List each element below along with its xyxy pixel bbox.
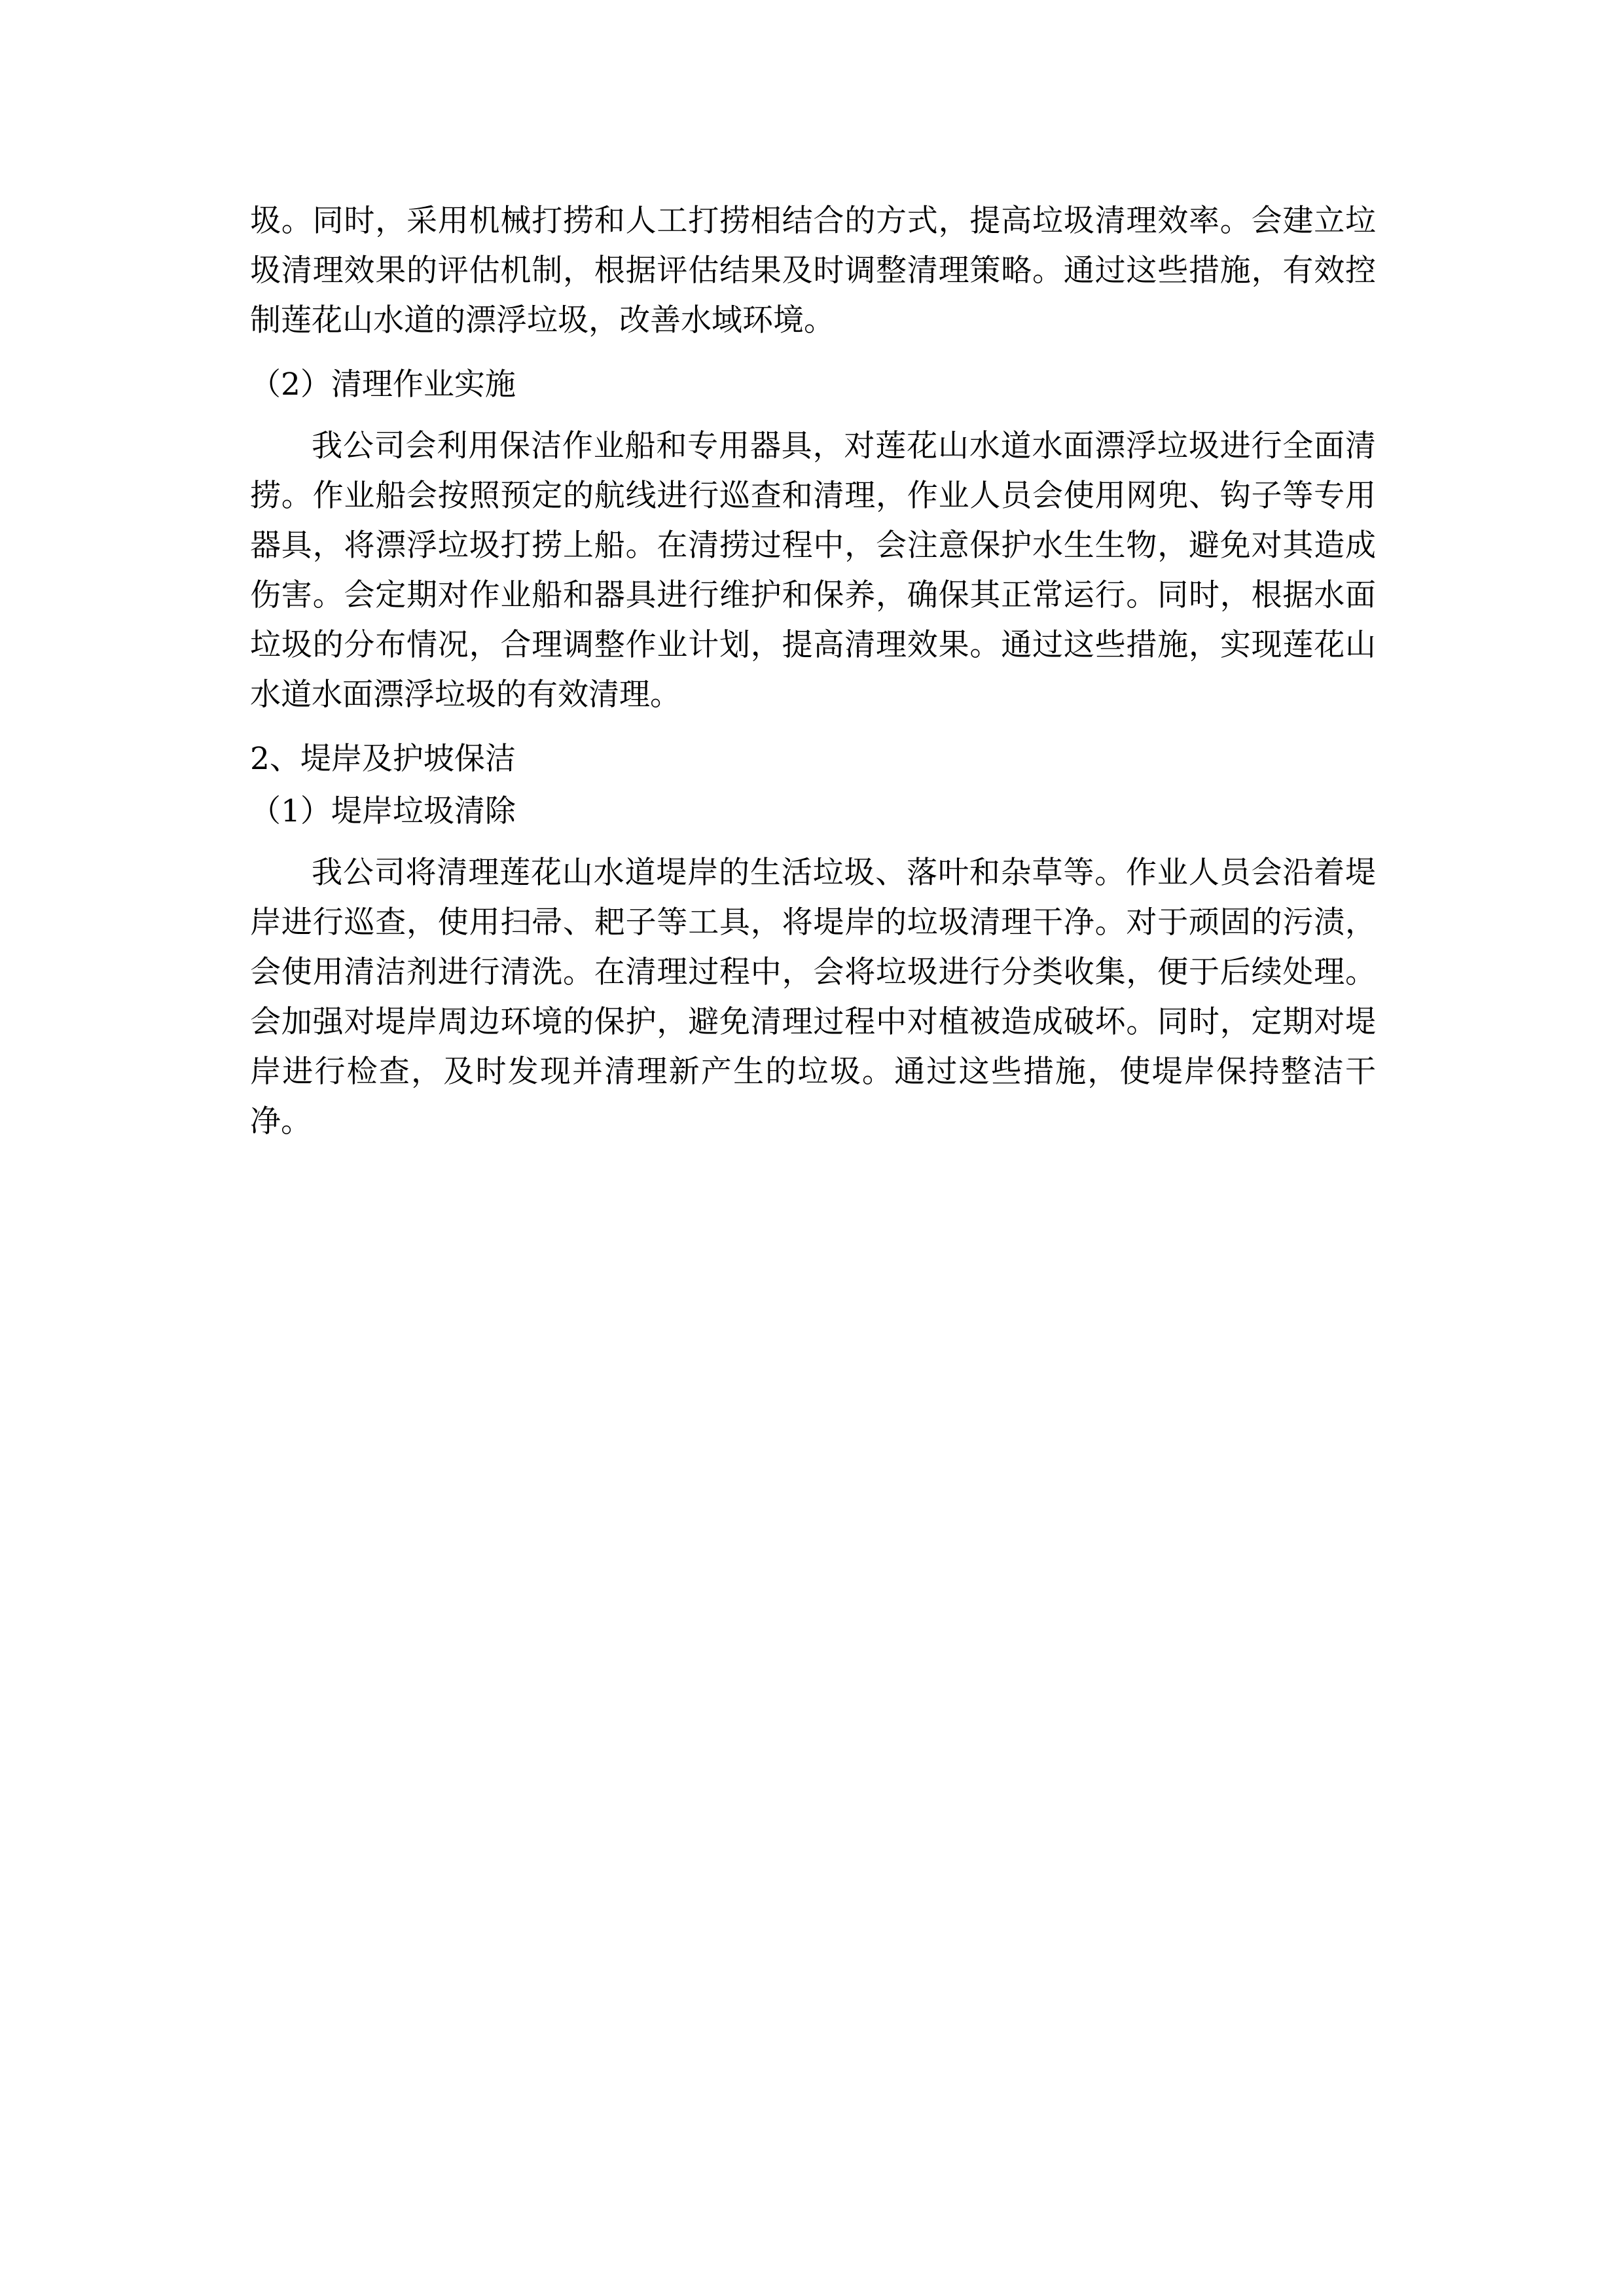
subheading-embankment-garbage: （1）堤岸垃圾清除 — [250, 793, 516, 829]
section-heading-embankment: 2、堤岸及护坡保洁 — [250, 741, 516, 777]
document-body — [250, 196, 1376, 1147]
paragraph-cleanup-operation: 我公司会利用保洁作业船和专用器具，对莲花山水道水面漂浮垃圾进行全面清捞。作业船会按照预定的航线进行巡查和清理，作业人员会使用网兜、钩子等专用器具，将漂浮垃圾打捞上船。在清捞过程中，会注意保护水生生物，避免对其造成伤害。会定期对作业船和器具进行维护和保养，确保其正常运行。同时，根据水面垃圾的分布情况，合理调整作业计划，提高清理效果。通过这些措施，实现莲花山水道水面漂浮垃圾的有效清理。 — [250, 428, 1376, 713]
paragraph-embankment-garbage: 我公司将清理莲花山水道堤岸的生活垃圾、落叶和杂草等。作业人员会沿着堤岸进行巡查，使用扫帚、耙子等工具，将堤岸的垃圾清理干净。对于顽固的污渍，会使用清洁剂进行清洗。在清理过程中，会将垃圾进行分类收集，便于后续处理。会加强对堤岸周边环境的保护，避免清理过程中对植被造成破坏。同时，定期对堤岸进行检查，及时发现并清理新产生的垃圾。通过这些措施，使堤岸保持整洁干净。 — [250, 855, 1376, 1139]
subheading-cleanup-operation: （2）清理作业实施 — [250, 367, 516, 403]
continuation-paragraph: 圾。同时，采用机械打捞和人工打捞相结合的方式，提高垃圾清理效率。会建立垃圾清理效果的评估机制，根据评估结果及时调整清理策略。通过这些措施，有效控制莲花山水道的漂浮垃圾，改善水域环境。 — [250, 203, 1376, 338]
